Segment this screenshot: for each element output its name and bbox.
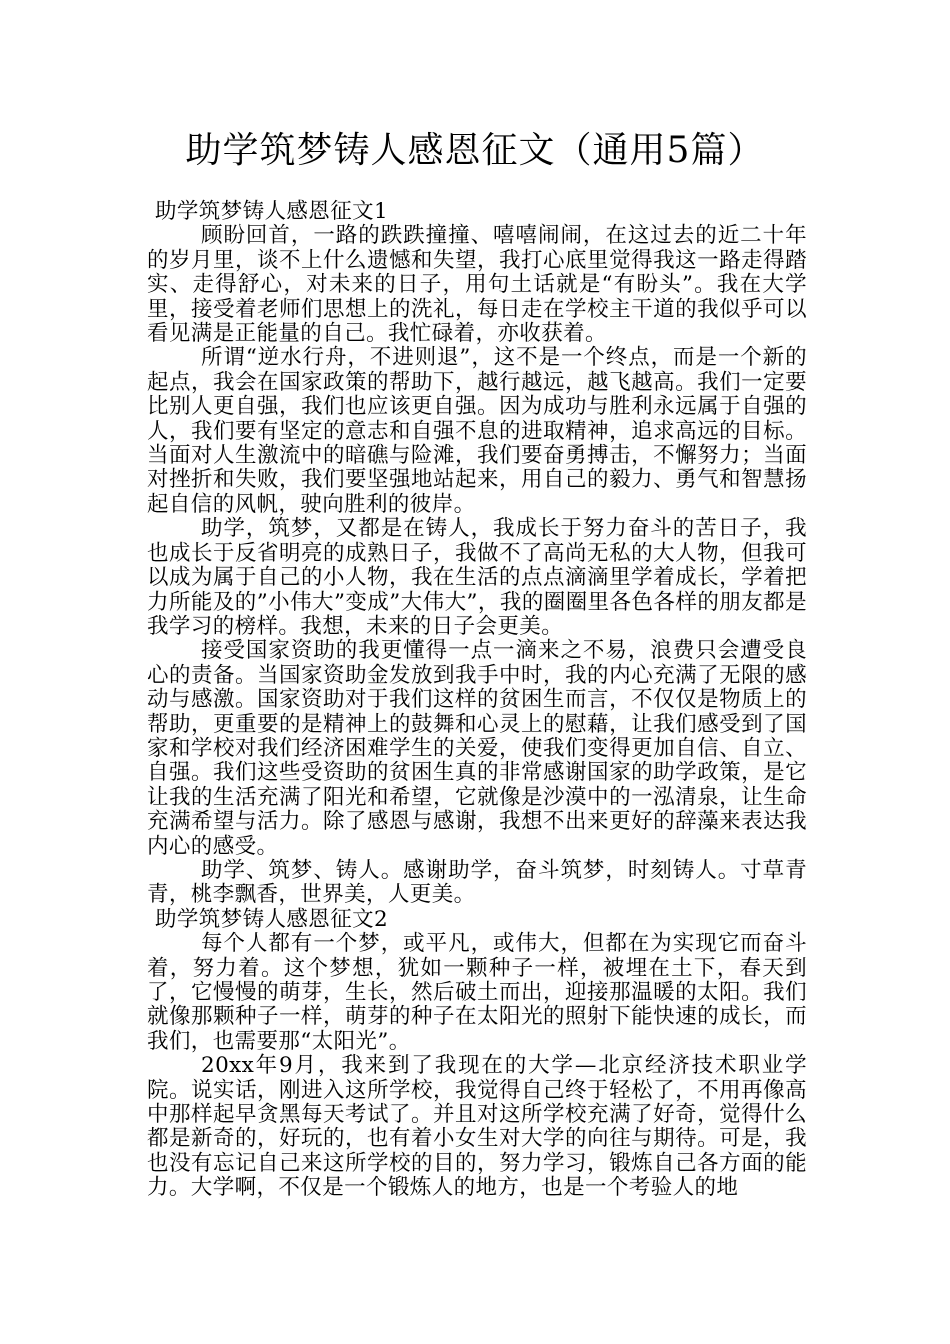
document-body xyxy=(147,200,807,1201)
paragraph: 所谓“逆水行舟，不进则退”，这不是一个终点，而是一个新的起点，我会在国家政策的帮助下，越行越远，越飞越高。我们一定要比别人更自强，我们也应该更自强。因为成功与胜利永远属于自强的人，我们要有坚定的意志和自强不息的进取精神，追求高远的目标。当面对人生激流中的暗礁与险滩，我们要奋勇搏击，不懈努力；当面对挫折和失败，我们要坚强地站起来，用自己的毅力、勇气和智慧扬起自信的风帆，驶向胜利的彼岸。 xyxy=(147,345,807,517)
section-heading-2: 助学筑梦铸人感恩征文2 xyxy=(155,906,389,932)
paragraph: 20xx年9月，我来到了我现在的大学—北京经济技术职业学院。说实话，刚进入这所学校，我觉得自己终于轻松了，不用再像高中那样起早贪黑每天考试了。并且对这所学校充满了好奇，觉得什么都是新奇的，好玩的，也有着小女生对大学的向往与期待。可是，我也没有忘记自己来这所学校的目的，努力学习，锻炼自己各方面的能力。大学啊，不仅是一个锻炼人的地方，也是一个考验人的地 xyxy=(147,1053,807,1201)
paragraph: 助学、筑梦、铸人。感谢助学，奋斗筑梦，时刻铸人。寸草青青，桃李飘香，世界美，人更美。 xyxy=(147,857,807,908)
document-title: 助学筑梦铸人感恩征文（通用5篇） xyxy=(185,130,765,171)
section-heading-1: 助学筑梦铸人感恩征文1 xyxy=(155,199,389,224)
paragraph: 助学，筑梦，又都是在铸人，我成长于努力奋斗的苦日子，我也成长于反省明亮的成熟日子，我做不了高尚无私的大人物，但我可以成为属于自己的小人物，我在生活的点点滴滴里学着成长，学着把力所能及的”小伟大”变成”大伟大”，我的圈圈里各色各样的朋友都是我学习的榜样。我想，未来的日子会更美。 xyxy=(147,516,807,639)
paragraph: 每个人都有一个梦，或平凡，或伟大，但都在为实现它而奋斗着，努力着。这个梦想，犹如一颗种子一样，被埋在土下，春天到了，它慢慢的萌芽，生长，然后破土而出，迎接那温暖的太阳。我们就像那颗种子一样，萌芽的种子在太阳光的照射下能快速的成长，而我们，也需要那“太阳光”。 xyxy=(147,931,807,1054)
paragraph: 接受国家资助的我更懂得一点一滴来之不易，浪费只会遭受良心的责备。当国家资助金发放到我手中时，我的内心充满了无限的感动与感激。国家资助对于我们这样的贫困生而言，不仅仅是物质上的帮助，更重要的是精神上的鼓舞和心灵上的慰藉，让我们感受到了国家和学校对我们经济困难学生的关爱，使我们变得更加自信、自立、自强。我们这些受资助的贫困生真的非常感谢国家的助学政策，是它让我的生活充满了阳光和希望，它就像是沙漠中的一泓清泉，让生命充满希望与活力。除了感恩与感谢，我想不出来更好的辞藻来表达我内心的感受。 xyxy=(147,638,807,859)
paragraph: 顾盼回首，一路的跌跌撞撞、嘻嘻闹闹，在这过去的近二十年的岁月里，谈不上什么遗憾和失望，我打心底里觉得我这一路走得踏实、走得舒心，对未来的日子，用句土话就是“有盼头”。我在大学里，接受着老师们思想上的洗礼，每日走在学校主干道的我似乎可以看见满是正能量的自己。我忙碌着，亦收获着。 xyxy=(147,223,807,347)
